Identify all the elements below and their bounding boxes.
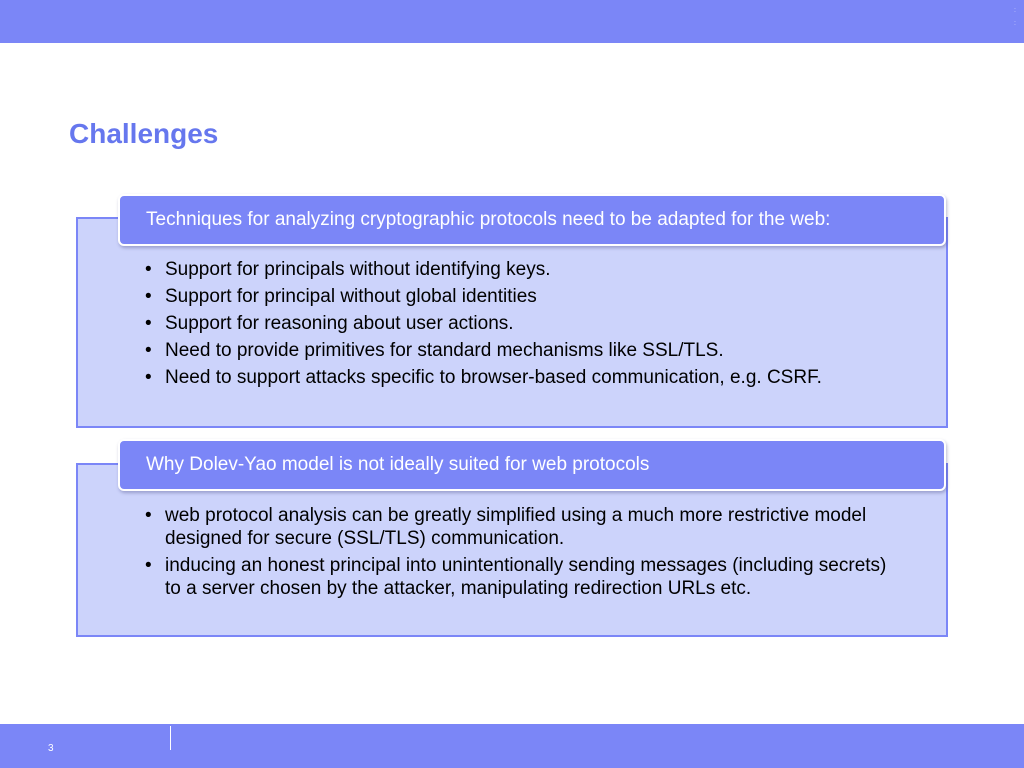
panel-header-text: Why Dolev-Yao model is not ideally suited for web protocols — [146, 454, 650, 475]
list-item: • web protocol analysis can be greatly simplified using a much more restrictive model designed for secure (SSL/TLS) communication. — [145, 504, 894, 550]
header-band — [0, 0, 1024, 43]
footer-band — [0, 724, 1024, 768]
corner-marks — [1012, 4, 1018, 30]
corner-mark: : — [1014, 20, 1016, 27]
panel-header-1 — [118, 194, 946, 246]
panel-header-text: Techniques for analyzing cryptographic protocols need to be adapted for the web: — [146, 209, 831, 230]
bullet-list — [145, 504, 894, 604]
bullet-list — [145, 258, 894, 393]
list-item: • Support for principals without identifying keys. — [145, 258, 894, 281]
panel-header-2 — [118, 439, 946, 491]
footer-divider — [170, 726, 171, 750]
challenge-panel-1 — [76, 217, 948, 428]
page-number: 3 — [48, 743, 54, 754]
slide-title: Challenges — [69, 118, 219, 149]
corner-mark: : — [1014, 7, 1016, 14]
list-item: • inducing an honest principal into unintentionally sending messages (including secrets) to a server chosen by the attacker, manipulating redirection URLs etc. — [145, 554, 894, 600]
list-item: • Support for reasoning about user actions. — [145, 312, 894, 335]
list-item: • Support for principal without global identities — [145, 285, 894, 308]
list-item: • Need to support attacks specific to browser-based communication, e.g. CSRF. — [145, 366, 894, 389]
list-item: • Need to provide primitives for standard mechanisms like SSL/TLS. — [145, 339, 894, 362]
